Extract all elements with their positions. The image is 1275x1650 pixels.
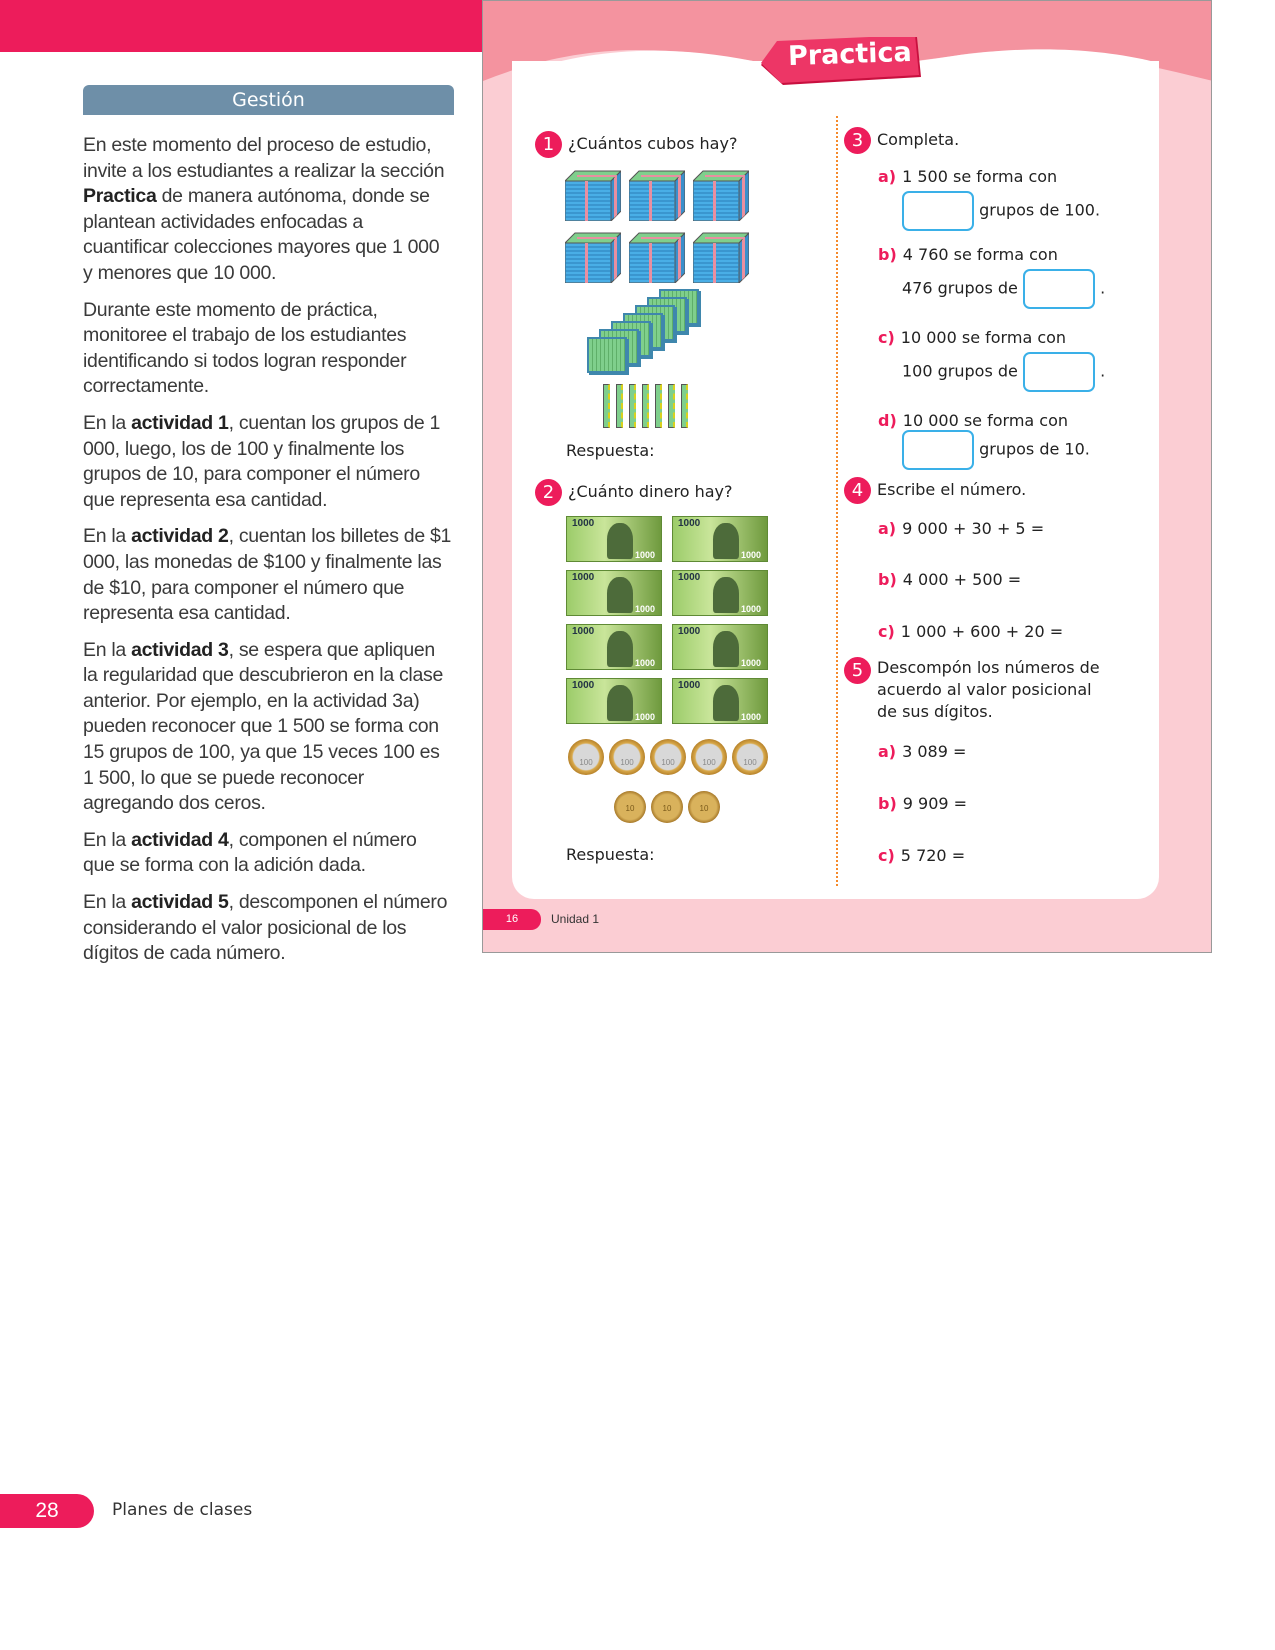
thousand-cube [565,231,621,283]
text: de manera autónoma, donde se plantean actividades enfocadas a cuantificar colecciones mayores que 1 000 y menores que 10 000. [83,185,440,284]
item-label: c) [878,846,895,865]
exercise-title: Escribe el número. [877,480,1027,499]
text: En la [83,411,132,434]
banknote [566,516,662,562]
item-text: grupos de 100. [979,200,1101,220]
answer-box[interactable] [1023,269,1095,309]
practica-page [482,0,1212,953]
text: Durante este momento de práctica, monitoree el trabajo de los estudiantes identificando si todos logran responder correctamente. [83,298,407,398]
period: . [1100,278,1106,298]
top-color-bar [0,0,482,52]
coin-value: 100 [579,758,593,767]
bold-text: actividad 3 [131,638,229,661]
ex4-item-c [878,622,1063,641]
item-text: grupos de 10. [979,439,1090,459]
ex5-item-b [878,794,967,813]
bold-text: actividad 5 [131,891,229,914]
thousand-cube [629,169,685,221]
banknote-value: 1000 [572,572,595,583]
ten-rod [629,384,636,428]
bold-text: actividad 1 [131,411,229,434]
footer-label: Planes de clases [112,1500,253,1520]
column-divider [836,116,838,886]
portrait-icon [713,685,739,721]
item-label: d) [878,411,897,430]
item-text: 476 grupos de [902,278,1018,298]
thousand-cube [565,169,621,221]
exercise-number: 2 [535,479,562,506]
exercise-number: 1 [535,131,562,158]
text: , cuentan los grupos de 1 000, luego, los de 100 y finalmente los grupos de 10, para componer el número que representa esa cantidad. [83,411,441,511]
exercise-5-heading [844,657,1104,723]
note-paragraph [83,638,453,817]
coin-value: 100 [702,758,716,767]
banknote-value: 1000 [740,604,761,614]
hundred-plate [587,337,627,373]
text: En la [83,638,132,661]
portrait-icon [607,631,633,667]
banknote-value: 1000 [678,680,701,691]
coin-100 [691,739,727,775]
ex3-item-b-line2 [902,269,1105,309]
coin-10 [651,791,683,823]
ex3-item-d [878,411,1068,430]
page-number: 28 [0,1494,94,1528]
portrait-icon [713,523,739,559]
ex4-item-b [878,570,1021,589]
banknote [566,678,662,724]
banknote-value: 1000 [678,518,701,529]
item-label: c) [878,328,895,347]
exercise-1-answer: Respuesta: [566,441,655,460]
item-text: 4 760 se forma con [902,245,1058,264]
item-text: 100 grupos de [902,361,1018,381]
unit-label: Unidad 1 [551,912,600,926]
coin-value: 100 [743,758,757,767]
item-text: 3 089 = [902,742,967,761]
ex3-item-a-line2 [902,191,1100,231]
coin-100 [568,739,604,775]
banknote-value: 1000 [740,712,761,722]
teacher-notes [83,133,453,978]
item-text: 5 720 = [900,846,966,865]
exercise-1-heading [535,131,737,158]
note-paragraph [83,411,453,513]
bold-text: actividad 2 [131,525,229,548]
thousand-cube [629,231,685,283]
exercise-4-heading [844,477,1026,504]
banknote-value: 1000 [678,626,701,637]
ex3-item-b [878,245,1058,264]
text: En la [83,828,132,851]
banknote-value: 1000 [572,626,595,637]
exercise-title: Completa. [877,130,960,149]
text: En la [83,525,132,548]
banknote [566,570,662,616]
ex3-item-d-line2 [902,430,1090,470]
item-label: b) [878,570,897,589]
item-text: 1 500 se forma con [902,167,1058,186]
coin-value: 10 [625,804,635,813]
portrait-icon [607,685,633,721]
portrait-icon [607,523,633,559]
coin-100 [609,739,645,775]
bold-text: actividad 4 [131,828,229,851]
text: , se espera que apliquen la regularidad que descubrieron en la clase anterior. Por ejemplo, en la actividad 3a) pueden reconocer que 1 500 se forma con 15 grupos de 100, ya que 15 veces 100 es 1 500, lo que se puede reconocer agregando dos ceros. [83,638,444,815]
ten-rod [655,384,662,428]
thousand-cube [693,169,749,221]
coin-100 [650,739,686,775]
answer-box[interactable] [902,191,974,231]
note-paragraph [83,828,453,879]
practica-title: Practica [787,36,913,73]
ex3-item-c [878,328,1066,347]
thousand-cube [693,231,749,283]
ex4-item-a [878,519,1044,538]
coin-value: 10 [662,804,672,813]
note-paragraph [83,524,453,626]
coin-value: 10 [699,804,709,813]
banknote [672,570,768,616]
banknote [672,678,768,724]
item-text: 4 000 + 500 = [902,570,1022,589]
banknote [672,624,768,670]
text: En este momento del proceso de estudio, invite a los estudiantes a realizar la sección [83,134,445,182]
exercise-2-answer: Respuesta: [566,845,655,864]
banknote [566,624,662,670]
exercise-question: ¿Cuánto dinero hay? [568,482,733,501]
portrait-icon [713,577,739,613]
exercise-3-heading [844,127,959,154]
bold-text: Practica [83,185,157,208]
banknote-value: 1000 [572,680,595,691]
note-paragraph [83,133,453,287]
item-label: c) [878,622,895,641]
portrait-icon [607,577,633,613]
banknote-value: 1000 [572,518,595,529]
text: , cuentan los billetes de $1 000, las monedas de $100 y finalmente las de $10, para componer el número que representa esa cantidad. [83,525,452,625]
note-paragraph [83,298,453,400]
banknote-value: 1000 [634,712,655,722]
answer-box[interactable] [902,430,974,470]
note-paragraph [83,890,453,967]
ex3-item-c-line2 [902,352,1105,392]
exercise-number: 4 [844,477,871,504]
ten-rod [681,384,688,428]
gestion-header: Gestión [83,85,454,115]
item-text: 9 000 + 30 + 5 = [902,519,1045,538]
text: , componen el número que se forma con la adición dada. [83,828,417,877]
banknote [672,516,768,562]
coin-value: 100 [620,758,634,767]
coin-100 [732,739,768,775]
item-label: b) [878,794,897,813]
item-label: a) [878,519,897,538]
banknote-value: 1000 [634,658,655,668]
banknote-value: 1000 [740,550,761,560]
banknote-value: 1000 [634,550,655,560]
item-label: b) [878,245,897,264]
banknote-value: 1000 [740,658,761,668]
exercise-number: 5 [844,657,871,684]
banknote-value: 1000 [678,572,701,583]
coin-10 [688,791,720,823]
item-text: 1 000 + 600 + 20 = [900,622,1064,641]
period: . [1100,361,1106,381]
exercise-question: ¿Cuántos cubos hay? [568,134,738,153]
ex5-item-c [878,846,965,865]
exercise-2-heading [535,479,733,506]
ten-rod [642,384,649,428]
coin-10 [614,791,646,823]
ten-rod [603,384,610,428]
coin-value: 100 [661,758,675,767]
banknote-value: 1000 [634,604,655,614]
base-ten-blocks [565,169,765,434]
item-text: 10 000 se forma con [900,328,1067,347]
portrait-icon [713,631,739,667]
ex3-item-a [878,167,1057,186]
exercise-number: 3 [844,127,871,154]
ex5-item-a [878,742,966,761]
item-label: a) [878,742,897,761]
ten-rod [668,384,675,428]
money-illustration [566,516,776,826]
text: , descomponen el número considerando el valor posicional de los dígitos de cada número. [83,891,448,965]
ten-rod [616,384,623,428]
exercise-title: Descompón los números de acuerdo al valor posicional de sus dígitos. [877,658,1100,721]
item-label: a) [878,167,897,186]
answer-box[interactable] [1023,352,1095,392]
inner-page-number: 16 [483,909,541,930]
item-text: 10 000 se forma con [902,411,1069,430]
text: En la [83,891,132,914]
item-text: 9 909 = [902,794,968,813]
